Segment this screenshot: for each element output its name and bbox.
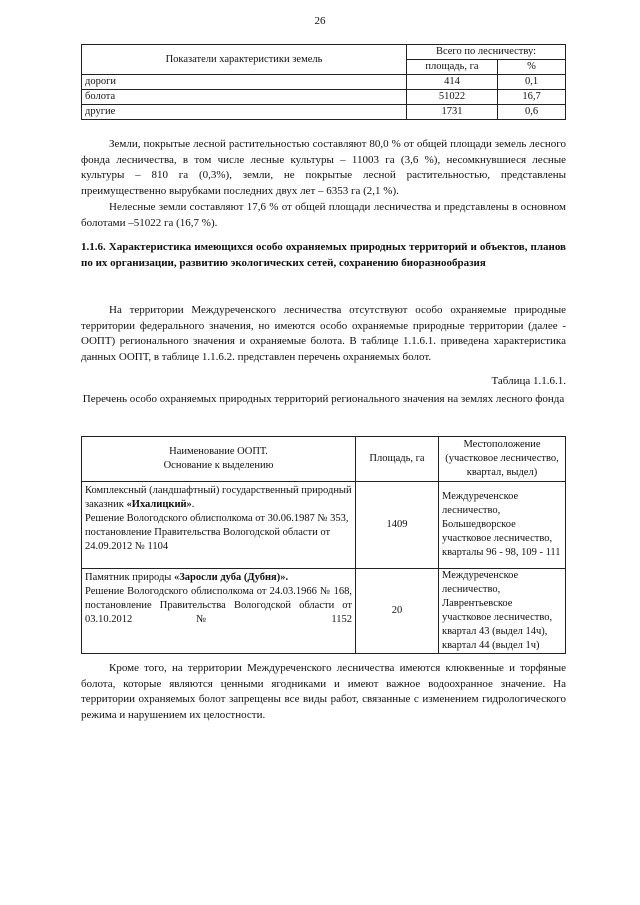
header-name-line2: Основание к выделению: [163, 460, 274, 471]
table-row: [82, 569, 566, 654]
non-forest-paragraph: Нелесные земли составляют 17,6 % от общей площади лесничества и представлены в основном болотами –51022 га (16,7 %).: [81, 201, 566, 229]
header-name-line1: Наименование ООПТ.: [169, 446, 268, 457]
bogs-paragraph: Кроме того, на территории Междуреченского лесничества имеются клюквенные и торфяные болота, которые являются ценными ягодниками и имеют важное водоохранное значение. На территории охраняемых болот запрещены все виды работ, связанные с изменением гидрологического режима и нарушением их целостности.: [81, 662, 566, 721]
row-percent: 0,1: [498, 75, 566, 90]
protected-area-location: Междуреченское лесничество, Большедворское участковое лесничество, кварталы 96 - 98, 109 - 111: [439, 482, 566, 569]
section-heading: 1.1.6. Характеристика имеющихся особо охраняемых природных территорий и объектов, планов по их организации, развитию экологических сетей, сохранению биоразнообразия: [81, 241, 566, 269]
row-area: 414: [407, 75, 498, 90]
protected-area-size: 20: [356, 569, 439, 654]
table-row: [82, 105, 566, 120]
forest-cover-paragraph: Земли, покрытые лесной растительностью составляют 80,0 % от общей площади земель лесного фонда лесничества, в том числе лесные культуры – 11003 га (3,6 %), несомкнувшиеся лесные культуры – 810 га (0,3%), земли, не покрытые лесной растительностью, представлены преимущественно вырубками последних двух лет – 6353 га (2,1 %).: [81, 138, 566, 197]
row-name: другие: [82, 105, 407, 120]
header-location: Местоположение (участковое лесничество, квартал, выдел): [439, 437, 566, 482]
header-percent: %: [498, 60, 566, 75]
protected-area-location: Междуреченское лесничество, Лаврентьевское участковое лесничество, квартал 43 (выдел 14ч), квартал 44 (выдел 1ч): [439, 569, 566, 654]
header-total: Всего по лесничеству:: [407, 45, 566, 60]
protected-area-title: «Ихалицкий»: [126, 499, 192, 510]
header-name: [82, 437, 356, 482]
table-row: [82, 482, 566, 569]
header-area: Площадь, га: [356, 437, 439, 482]
protected-area-name: Комплексный (ландшафтный) государственный природный заказник «Ихалицкий». Решение Вологодского облисполкома от 30.06.1987 № 353, постановление Правительства Вологодской области от 24.09.2012 № 1104: [82, 482, 356, 569]
protected-areas-table: [81, 436, 566, 654]
table-row: [82, 75, 566, 90]
header-indicators: Показатели характеристики земель: [82, 45, 407, 75]
protected-area-basis: Решение Вологодского облисполкома от 30.06.1987 № 353, постановление Правительства Вологодской области от 24.09.2012 № 1104: [85, 513, 349, 552]
protected-area-name: Памятник природы «Заросли дуба (Дубня)». Решение Вологодского облисполкома от 24.03.1966 № 168, постановление Правительства Вологодской области от 03.10.2012 № 1152: [82, 569, 356, 654]
row-percent: 0,6: [498, 105, 566, 120]
row-percent: 16,7: [498, 90, 566, 105]
table-number: Таблица 1.1.6.1.: [491, 375, 566, 387]
protected-areas-paragraph: На территории Междуреченского лесничества отсутствуют особо охраняемые природные территории федерального значения, но имеются особо охраняемые природные территории (далее - ООПТ) регионального значения и охраняемые болота. В таблице 1.1.6.1. приведена характеристика данных ООПТ, в таблице 1.1.6.2. представлен перечень охраняемых болот.: [81, 304, 566, 363]
protected-area-size: 1409: [356, 482, 439, 569]
table-row: [82, 90, 566, 105]
row-area: 1731: [407, 105, 498, 120]
table-caption: Перечень особо охраняемых природных территорий регионального значения на землях лесного фонда: [82, 393, 565, 405]
row-name: дороги: [82, 75, 407, 90]
table-header-row: [82, 45, 566, 60]
row-area: 51022: [407, 90, 498, 105]
table-header-row: [82, 437, 566, 482]
page-number: 26: [314, 15, 326, 27]
land-characteristics-table: [81, 44, 566, 120]
protected-area-title: «Заросли дуба (Дубня)».: [173, 572, 289, 583]
protected-area-basis: Решение Вологодского облисполкома от 24.03.1966 № 168, постановление Правительства Вологодской области от 03.10.2012 № 1152: [85, 586, 352, 625]
header-area: площадь, га: [407, 60, 498, 75]
row-name: болота: [82, 90, 407, 105]
